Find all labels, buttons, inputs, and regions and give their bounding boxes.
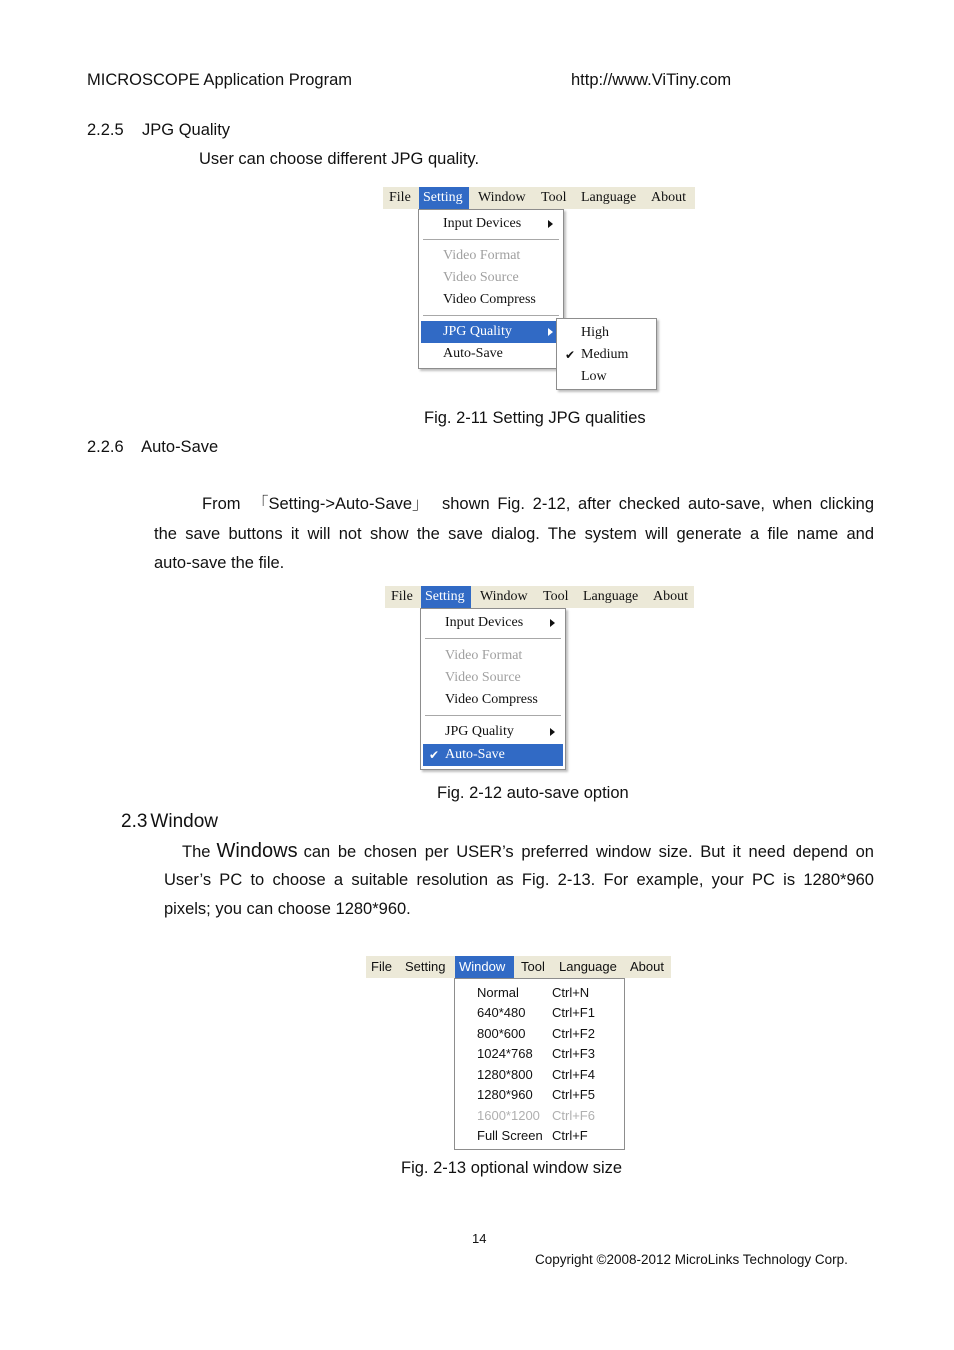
menu-item-video-format — [423, 645, 563, 667]
setting-dropdown — [418, 209, 564, 369]
menu-item-label: Input Devices — [445, 615, 524, 630]
menu-item-1280x800[interactable] — [455, 1065, 624, 1085]
menu-separator — [425, 715, 561, 717]
menu-window[interactable]: Window — [478, 190, 526, 205]
figure-caption: Fig. 2-13 optional window size — [401, 1159, 623, 1177]
menu-language[interactable]: Language — [583, 589, 639, 604]
menu-tool[interactable]: Tool — [541, 190, 567, 205]
menu-window[interactable]: Window — [480, 589, 528, 604]
menu-file[interactable]: File — [389, 190, 411, 205]
menu-separator — [423, 239, 559, 241]
check-icon: ✔ — [565, 348, 576, 362]
section-heading-auto-save: 2.2.6 Auto-Save — [87, 438, 219, 456]
para-auto-save-line1: shown Fig. 2-12, after checked auto-save, when clicking — [442, 495, 874, 513]
menu-item-label: 640*480 — [477, 1005, 526, 1020]
header-url: http://www.ViTiny.com — [571, 71, 732, 89]
para-window-line2: User’s PC to choose a suitable resolution as Fig. 2-13. For example, your PC is 1280*960 — [164, 871, 874, 889]
window-dropdown — [454, 978, 625, 1150]
para-window-line1 — [182, 841, 874, 862]
menu-item-label: 800*600 — [477, 1026, 526, 1041]
menu-item-label: Video Source — [445, 670, 521, 685]
menu-item-label: Video Source — [443, 270, 519, 285]
menu-setting[interactable]: Setting — [421, 586, 471, 608]
menu-separator — [425, 638, 561, 640]
menu-item-video-format — [421, 245, 561, 267]
header-title: MICROSCOPE Application Program — [87, 71, 353, 89]
menu-item-label: Medium — [581, 347, 629, 362]
section-title: Window — [150, 811, 218, 832]
para-window-line3: pixels; you can choose 1280*960. — [164, 900, 411, 918]
menu-file[interactable]: File — [391, 589, 413, 604]
menu-item-label: High — [581, 325, 609, 340]
menu-item-input-devices[interactable] — [423, 612, 563, 634]
menu-item-640x480[interactable] — [455, 1003, 624, 1023]
shortcut-label: Ctrl+F1 — [552, 1005, 595, 1020]
menu-tool[interactable]: Tool — [543, 589, 569, 604]
menu-item-1280x960[interactable] — [455, 1085, 624, 1105]
submenu-arrow-icon — [548, 220, 553, 228]
para-auto-save-line2: the save buttons it will not show the save dialog. The system will generate a file name and — [154, 525, 874, 543]
shortcut-label: Ctrl+F4 — [552, 1067, 595, 1082]
shortcut-label: Ctrl+F — [552, 1128, 588, 1143]
menu-item-label: Auto-Save — [443, 346, 503, 361]
menu-tool[interactable]: Tool — [521, 959, 545, 974]
shortcut-label: Ctrl+F5 — [552, 1087, 595, 1102]
menu-item-video-source — [421, 267, 561, 289]
menu-setting[interactable]: Setting — [405, 959, 446, 974]
menu-item-high[interactable] — [559, 322, 654, 344]
jpg-quality-submenu — [556, 318, 657, 390]
menu-file[interactable]: File — [371, 959, 392, 974]
shortcut-label: Ctrl+F6 — [552, 1108, 595, 1123]
menu-item-1024x768[interactable] — [455, 1044, 624, 1064]
menu-item-label: Auto-Save — [445, 747, 505, 762]
menu-about[interactable]: About — [653, 589, 688, 604]
menu-item-auto-save[interactable] — [421, 343, 561, 365]
menu-item-low[interactable] — [559, 366, 654, 388]
menu-item-800x600[interactable] — [455, 1024, 624, 1044]
menu-item-jpg-quality[interactable] — [421, 321, 561, 343]
menu-setting[interactable]: Setting — [419, 187, 469, 209]
submenu-arrow-icon — [550, 728, 555, 736]
section-text-jpg-quality: User can choose different JPG quality. — [199, 150, 480, 168]
figure-caption: Fig. 2-12 auto-save option — [437, 784, 629, 802]
menu-item-label: Low — [581, 369, 607, 384]
menu-item-medium[interactable] — [559, 344, 654, 366]
copyright: Copyright ©2008-2012 MicroLinks Technology Corp. — [535, 1252, 848, 1267]
menu-item-video-source — [423, 667, 563, 689]
para-emphasis: Windows — [216, 840, 298, 862]
menu-item-label: Video Compress — [443, 292, 536, 307]
para-text: The — [182, 843, 211, 861]
section-number: 2.3 — [121, 811, 148, 832]
menu-item-jpg-quality[interactable] — [423, 721, 563, 743]
menu-item-label: JPG Quality — [443, 324, 512, 339]
menu-item-label: 1600*1200 — [477, 1108, 540, 1123]
menu-item-label: Video Compress — [445, 692, 538, 707]
menu-item-label: Full Screen — [477, 1128, 543, 1143]
para-auto-save-quote: 「Setting->Auto-Save」 — [252, 495, 429, 513]
menu-separator — [423, 315, 559, 317]
menubar — [383, 187, 695, 209]
menubar — [366, 956, 671, 978]
menu-item-video-compress[interactable] — [423, 689, 563, 711]
menu-window[interactable]: Window — [455, 956, 514, 978]
menu-item-label: 1280*960 — [477, 1087, 533, 1102]
menubar — [385, 586, 694, 608]
menu-item-label: 1024*768 — [477, 1046, 533, 1061]
section-heading-window — [121, 810, 218, 834]
menu-item-auto-save[interactable] — [423, 744, 563, 766]
shortcut-label: Ctrl+F2 — [552, 1026, 595, 1041]
menu-item-label: JPG Quality — [445, 724, 514, 739]
para-auto-save-from: From — [202, 495, 241, 513]
menu-language[interactable]: Language — [581, 190, 637, 205]
section-heading-jpg-quality: 2.2.5 JPG Quality — [87, 121, 231, 139]
figure-caption: Fig. 2-11 Setting JPG qualities — [424, 409, 646, 427]
menu-item-full-screen[interactable] — [455, 1126, 624, 1146]
submenu-arrow-icon — [548, 328, 553, 336]
para-auto-save-line3: auto-save the file. — [154, 554, 285, 572]
shortcut-label: Ctrl+F3 — [552, 1046, 595, 1061]
page-number: 14 — [472, 1231, 487, 1246]
menu-about[interactable]: About — [651, 190, 686, 205]
menu-item-label: Video Format — [445, 648, 523, 663]
menu-language[interactable]: Language — [559, 959, 617, 974]
menu-item-label: 1280*800 — [477, 1067, 533, 1082]
menu-item-label: Normal — [477, 985, 519, 1000]
para-text: can be chosen per USER’s preferred window size. But it need depend on — [303, 843, 874, 861]
menu-item-label: Input Devices — [443, 216, 522, 231]
check-icon: ✔ — [429, 748, 440, 762]
shortcut-label: Ctrl+N — [552, 985, 590, 1000]
menu-item-video-compress[interactable] — [421, 289, 561, 311]
menu-item-1600x1200 — [455, 1106, 624, 1126]
submenu-arrow-icon — [550, 619, 555, 627]
menu-about[interactable]: About — [630, 959, 664, 974]
menu-item-input-devices[interactable] — [421, 213, 561, 235]
menu-item-normal[interactable] — [455, 983, 624, 1003]
menu-item-label: Video Format — [443, 248, 521, 263]
setting-dropdown — [420, 608, 566, 770]
